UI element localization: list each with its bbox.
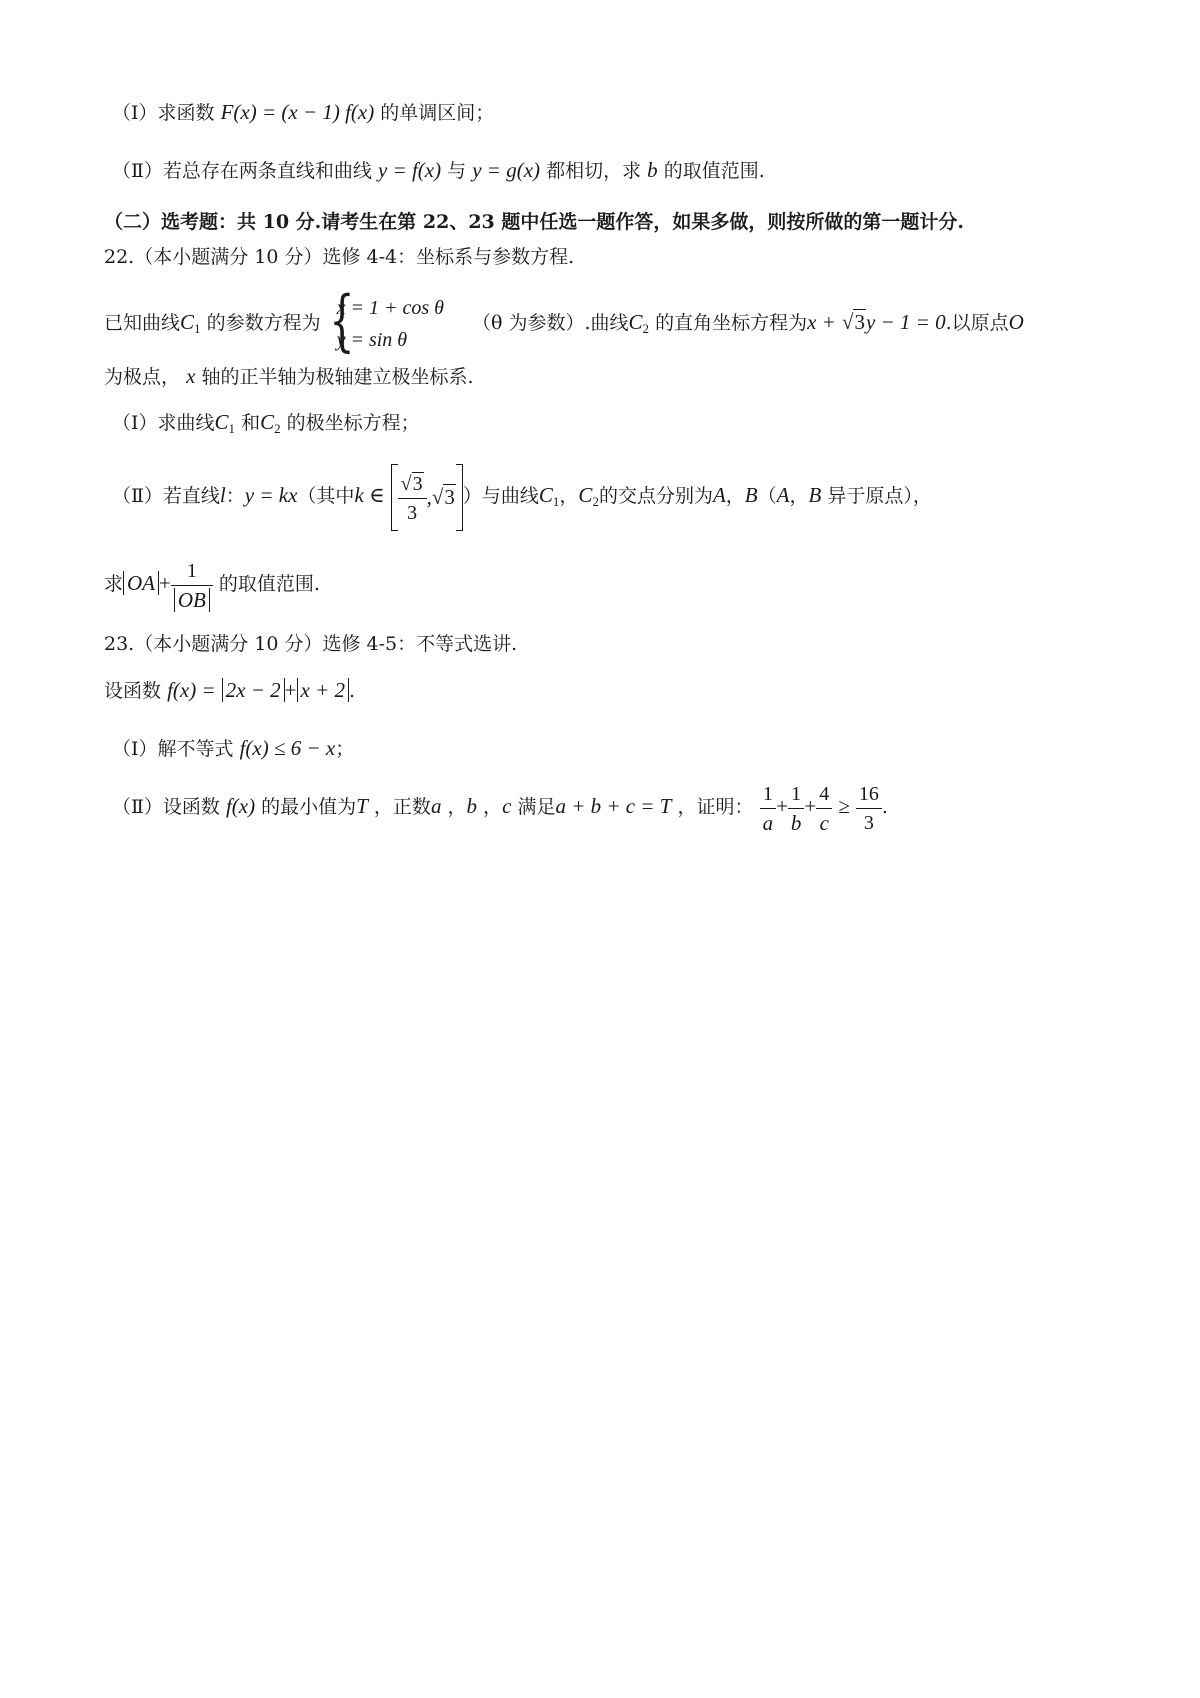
q21-part2-f2: y = g(x) [472,158,541,182]
q22-pt-a: A [712,483,726,507]
q22-pt-b2: B [808,483,822,507]
q23-def-abs1: 2x − 2 [222,678,285,702]
q23-def-f: f(x) = [167,678,216,702]
q21-part2-label: （Ⅱ）若总存在两条直线和曲线 [112,160,372,182]
q21-part2-var: b [647,158,658,182]
q23-part2: （Ⅱ）设函数 f(x) 的最小值为T ，正数a ，b ，c 满足a + b + c = T ，证明： $\frac{1}{a}$ + $\frac{1}{b}$ + $\frac{4}{c}$ ≥ $\frac{16}{3}$ . [112,782,888,835]
q22-part2-c2: $C_2$ [578,483,599,509]
q21-part1-tail: 的单调区间； [380,102,495,124]
q22-origin: O [1008,310,1024,334]
q22-part2-a: （Ⅱ）若直线 [112,485,220,507]
q22-interval: $\frac{√3}{3}$ ,√3 [391,464,463,531]
q22-part1 [112,408,420,443]
q23-frac-4c: $\frac{4}{c}$ [816,782,832,835]
q23-part2-e: ，证明： [677,796,754,818]
q21-part2-tail2: 的取值范围. [663,160,765,182]
q22-part2-d: ， [559,485,579,507]
q23-frac-1a: $\frac{1}{a}$ [760,782,777,835]
q22-part1-c2: $C_2$ [260,410,281,436]
q23-var-a: a [430,794,442,818]
q22-intro-c: 的直角坐标方程为 [655,312,808,334]
q22-sys-row2: y = sin θ [336,329,408,351]
q22-line2-rest: 轴的正半轴为极轴建立极坐标系. [201,366,474,388]
q23-def-a: 设函数 [104,680,162,702]
q23-part2-c: ，正数 [373,796,431,818]
q23-comma2: ， [483,796,503,818]
q22-part2-eq: y = kx [244,483,298,507]
q21-part2-f1: y = f(x) [377,158,442,182]
q22-part2-c1: $C_1$ [538,483,560,509]
q23-part1-a: （Ⅰ）解不等式 [112,738,234,760]
q23-part1 [112,734,354,763]
q22-sys-row1: x = 1 + cos θ [336,297,444,319]
q22-ask-plus: + [159,571,171,595]
q23-frac-16-3: $\frac{16}{3}$ [856,782,882,835]
q23-part2-T: T [356,794,368,818]
q23-part2-eq: a + b + c = T [555,794,672,818]
q22-eq-rest: y − 1 = 0 [865,310,946,334]
q21-part2-tail1: 都相切，求 [546,160,642,182]
q23-comma1: ， [447,796,467,818]
q21-part1-label: （Ⅰ）求函数 [112,102,215,124]
q22-part1-c1: $C_1$ [214,410,236,436]
q22-part1-b: 的极坐标方程； [286,412,420,434]
q22-part2-f: （ [757,485,777,507]
q22-title: 22.（本小题满分 10 分）选修 4-4：坐标系与参数方程. [104,246,575,268]
q22-part2-colon: ： [225,485,245,507]
q23-end: . [881,796,888,818]
q22-part2-sep2: ， [789,485,809,507]
q22-line2-x: x [186,364,196,388]
q22-eq-sqrt: √3 [841,310,865,334]
q22-intro-d: .以原点 [945,312,1009,334]
q22-parametric-system: { x = 1 + cos θ y = sin θ [328,282,444,359]
q22-interval-left: $\frac{√3}{3}$ [398,472,427,525]
q23-part2-b: 的最小值为 [261,796,357,818]
q21-part2-mid: 与 [447,160,467,182]
q22-c1: $C_1$ [180,310,201,336]
q22-ask-a: 求 [104,573,124,595]
q22-part2-k: k ∈ [354,483,385,507]
q22-part2-sep1: ， [725,485,745,507]
q22-intro-b: 的参数方程为 [206,312,321,334]
q23-var-b: b [466,794,477,818]
q22-part2-l: l [219,483,226,507]
q22-eq-x: x + [807,310,836,334]
q23-definition [104,676,355,705]
q21-part1-formula: F(x) = (x − 1) f(x) [220,100,375,124]
q22-line2-a: 为极点， [104,366,181,388]
q22-part1-a: （Ⅰ）求曲线 [112,412,215,434]
q22-part2-h: 异于原点）， [827,485,932,507]
q23-def-abs2: x + 2 [297,678,350,702]
q23-part1-end: ； [335,738,355,760]
q22-c2: $C_2$ [628,310,650,336]
q23-part2-f: f(x) [225,794,256,818]
q23-part2-d: 满足 [517,796,556,818]
q23-def-plus: + [284,678,297,702]
q23-part1-ineq: f(x) ≤ 6 − x [239,736,336,760]
q23-def-end: . [349,680,356,702]
q21-part1 [112,98,494,127]
section-heading: （二）选考题：共 10 分.请考生在第 22、23 题中任选一题作答，如果多做，则按所做的第一题计分. [104,211,965,233]
q22-line2 [104,362,473,391]
q23-var-c: c [502,794,512,818]
q22-part2-b: （其中 [297,485,355,507]
q22-ask-oa: OA [123,571,159,595]
q22-part2-c: ）与曲线 [462,485,539,507]
q22-part1-and: 和 [241,412,261,434]
q22-ask-tail: 的取值范围. [218,573,320,595]
q22-pt-b: B [744,483,758,507]
q22-param-note: （θ 为参数）.曲线 [472,312,629,334]
q23-title: 23.（本小题满分 10 分）选修 4-5：不等式选讲. [104,633,518,655]
q21-part2 [112,156,765,185]
q22-pt-a2: A [776,483,790,507]
q22-intro [104,282,1024,361]
q22-intro-a: 已知曲线 [104,312,181,334]
q22-ask-frac: $\frac{1}{OB}$ [171,559,213,612]
q23-part2-a: （Ⅱ）设函数 [112,796,220,818]
q22-interval-right: √3 [431,484,455,509]
q22-part2 [112,462,932,535]
q22-part2-e: 的交点分别为 [598,485,713,507]
q23-frac-1b: $\frac{1}{b}$ [788,782,805,835]
q22-ask [104,552,320,615]
q23-ge: ≥ [838,794,850,818]
